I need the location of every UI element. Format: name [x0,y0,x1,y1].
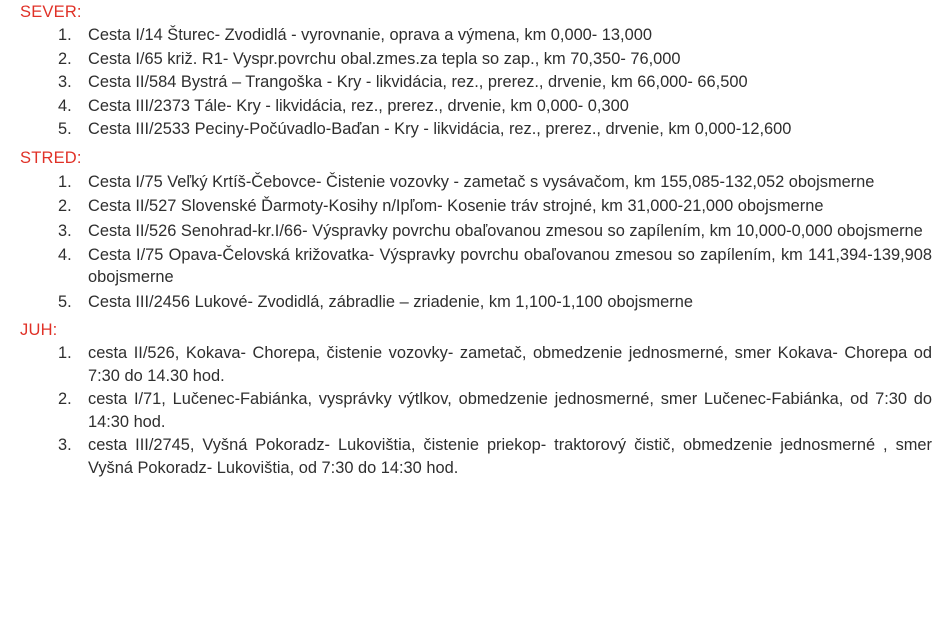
item-list-sever [18,24,932,140]
section-sever [18,2,932,140]
list-item [18,342,932,387]
list-item [18,388,932,433]
list-item-number: 1. [58,172,72,191]
item-list-juh [18,342,932,479]
list-item-text: Cesta III/2533 Peciny-Počúvadlo-Baďan - Kry - likvidácia, rez., prerez., drvenie, km 0,000-12,600 [88,119,792,138]
list-item-text: Cesta II/527 Slovenské Ďarmoty-Kosihy n/Ipľom- Kosenie tráv strojné, km 31,000-21,000 obojsmerne [88,197,824,216]
list-item-text: Cesta II/584 Bystrá – Trangoška - Kry - likvidácia, rez., prerez., drvenie, km 66,000- 66,500 [88,73,748,92]
list-item [18,171,932,193]
list-item [18,291,932,313]
list-item-number: 3. [58,436,72,455]
list-item-text: Cesta III/2373 Tále- Kry - likvidácia, rez., prerez., drvenie, km 0,000- 0,300 [88,96,629,115]
list-item [18,24,932,46]
list-item-number: 4. [58,245,72,264]
list-item-number: 4. [58,96,72,115]
list-item [18,244,932,289]
section-header-juh: JUH: [20,321,58,340]
list-item [18,95,932,117]
list-item [18,118,932,140]
list-item [18,434,932,479]
list-item [18,48,932,70]
list-item-text: cesta II/526, Kokava- Chorepa, čistenie vozovky- zametač, obmedzenie jednosmerné, smer Kokava- Chorepa od 7:30 do 14.30 hod. [88,344,932,385]
list-item-text: Cesta III/2456 Lukové- Zvodidlá, zábradlie – zriadenie, km 1,100-1,100 obojsmerne [88,292,693,311]
list-item-text: cesta III/2745, Vyšná Pokoradz- Lukovištia, čistenie priekop- traktorový čistič, obmedzenie jednosmerné , smer Vyšná Pokoradz- Lukovištia, od 7:30 do 14:30 hod. [88,436,932,477]
list-item [18,71,932,93]
list-item-number: 3. [58,73,72,92]
list-item-number: 1. [58,26,72,45]
list-item-number: 2. [58,390,72,409]
list-item-text: Cesta I/14 Šturec- Zvodidlá - vyrovnanie, oprava a výmena, km 0,000- 13,000 [88,26,652,45]
list-item-number: 2. [58,197,72,216]
section-stred [18,148,932,313]
list-item-number: 1. [58,344,72,363]
list-item [18,220,932,242]
list-item [18,195,932,217]
list-item-text: Cesta I/75 Opava-Čelovská križovatka- Výspravky povrchu obaľovanou zmesou so zapílením, km 141,394-139,908 obojsmerne [88,245,932,287]
item-list-stred [18,171,932,314]
list-item-text: cesta I/71, Lučenec-Fabiánka, vysprávky výtlkov, obmedzenie jednosmerné, smer Lučenec-Fabiánka, od 7:30 do 14:30 hod. [88,390,932,431]
section-header-sever: SEVER: [20,3,82,21]
list-item-number: 5. [58,119,72,138]
section-header-stred: STRED: [20,149,82,168]
list-item-number: 3. [58,221,72,240]
list-item-text: Cesta II/526 Senohrad-kr.I/66- Výspravky povrchu obaľovanou zmesou so zapílením, km 10,000-0,000 obojsmerne [88,221,923,240]
list-item-number: 2. [58,49,72,68]
list-item-text: Cesta I/65 križ. R1- Vyspr.povrchu obal.zmes.za tepla so zap., km 70,350- 76,000 [88,49,681,68]
section-juh [18,320,932,479]
list-item-text: Cesta I/75 Veľký Krtíš-Čebovce- Čistenie vozovky - zametač s vysávačom, km 155,085-132,052 obojsmerne [88,172,875,191]
list-item-number: 5. [58,292,72,311]
